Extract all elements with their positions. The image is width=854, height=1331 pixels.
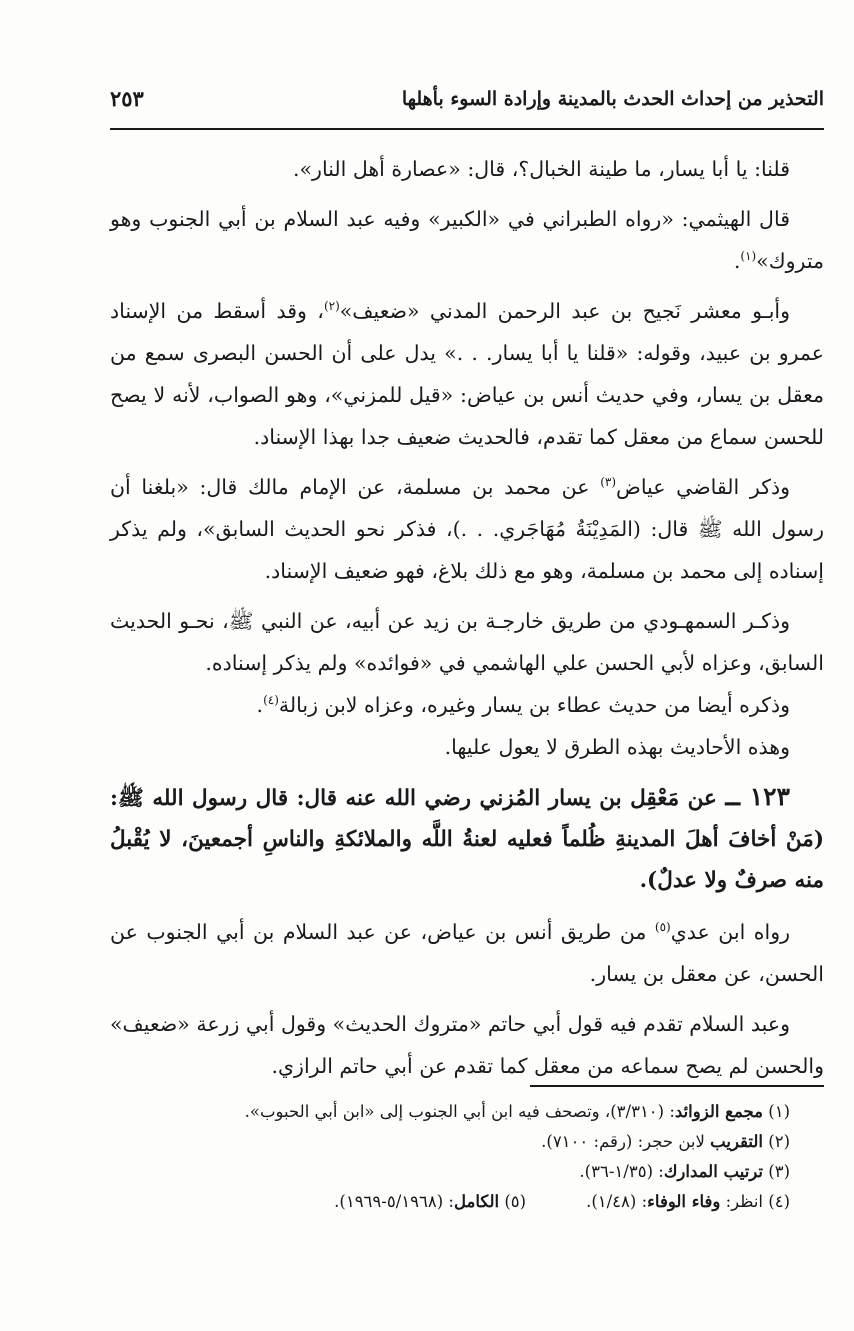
- paragraph: رواه ابن عدي$^{(٥)}$ من طريق أنس بن عياض، عن عبد السلام بن أبي الجنوب عن الحسن، عن معقل بن يسار.: [110, 920, 824, 986]
- footnote-divider: [530, 1085, 824, 1087]
- paragraph: قال الهيثمي: «رواه الطبراني في «الكبير» وفيه عبد السلام بن أبي الجنوب وهو متروك»$^{(١)}$.: [110, 207, 824, 273]
- footnotes: [110, 1097, 790, 1217]
- hadith-number: ١٢٣ ــ: [725, 782, 790, 811]
- footnote-ref[interactable]: (٤): [263, 693, 279, 708]
- paragraph: وأبـو معشر نَجيح بن عبد الرحمن المدني «ضعيف»$^{(٢)}$، وقد أسقط من الإسناد عمرو بن عبيد، وقوله: «قلنا يا أبا يسار. . .» يدل على أن الحسن البصرى سمع من معقل بن يسار، وفي حديث أنس بن عياض: «قيل للمزني»، وهو الصواب، لأنه لا يصح للحسن سماع من معقل كما تقدم، فالحديث ضعيف جدا بهذا الإسناد.: [110, 299, 824, 449]
- main-text: [110, 148, 824, 1095]
- hadith-entry: [110, 776, 824, 901]
- header-divider: [110, 128, 824, 130]
- footnote: (٤) انظر: وفاء الوفاء: (١/٤٨).: [586, 1192, 790, 1211]
- paragraph: قلنا: يا أبا يسار، ما طينة الخبال؟، قال: «عصارة أهل النار».: [293, 157, 790, 181]
- hadith-text: عن مَعْقِل بن يسار المُزني رضي الله عنه قال: قال رسول الله ﷺ: (مَنْ أخافَ أهلَ المدينةِ ظُلماً فعليه لعنةُ اللَّه والملائكةِ والناسِ أجمعينَ، لا يُقْبلُ منه صرفٌ ولا عدلٌ).: [110, 786, 824, 893]
- page-number: ٢٥٣: [110, 86, 144, 111]
- footnote-ref[interactable]: (١): [740, 249, 757, 264]
- footnote-ref[interactable]: (٣): [600, 475, 617, 490]
- paragraph: وذكر القاضي عياض$^{(٣)}$ عن محمد بن مسلمة، عن الإمام مالك قال: «بلغنا أن رسول الله ﷺ قال: (المَدِيْنَةُ مُهَاجَري. . .)، فذكر نحو الحديث السابق»، ولم يذكر إسناده إلى محمد بن مسلمة، وهو مع ذلك بلاغ، فهو ضعيف الإسناد.: [110, 475, 824, 583]
- footnote-ref[interactable]: (٢): [323, 299, 340, 314]
- running-title: التحذير من إحداث الحدث بالمدينة وإرادة السوء بأهلها: [401, 88, 824, 110]
- paragraph: وعبد السلام تقدم فيه قول أبي حاتم «متروك الحديث» وقول أبي زرعة «ضعيف» والحسن لم يصح سماعه من معقل كما تقدم عن أبي حاتم الرازي.: [110, 1012, 824, 1078]
- footnote-ref[interactable]: (٥): [654, 920, 671, 935]
- paragraph: وذكـر السمهـودي من طريق خارجـة بن زيد عن أبيه، عن النبي ﷺ، نحـو الحديث السابق، وعزاه لأبي الحسن علي الهاشمي في «فوائده» ولم يذكر إسناده.: [110, 609, 824, 675]
- footnote: (٢) التقريب لابن حجر: (رقم: ٧١٠٠).: [541, 1132, 790, 1151]
- footnote: (١) مجمع الزوائد: (٣/٣١٠)، وتصحف فيه ابن أبي الجنوب إلى «ابن أبي الحبوب».: [244, 1102, 790, 1121]
- paragraph: وهذه الأحاديث بهذه الطرق لا يعول عليها.: [444, 735, 790, 759]
- page-header: [110, 84, 824, 120]
- paragraph: وذكره أيضا من حديث عطاء بن يسار وغيره، وعزاه لابن زبالة$^{(٤)}$.: [256, 693, 790, 717]
- footnote-row: [110, 1187, 790, 1217]
- footnote: (٥) الكامل: (٥/١٩٦٨-١٩٦٩).: [334, 1192, 527, 1211]
- footnote: (٣) ترتيب المدارك: (١/٣٥-٣٦).: [579, 1162, 790, 1181]
